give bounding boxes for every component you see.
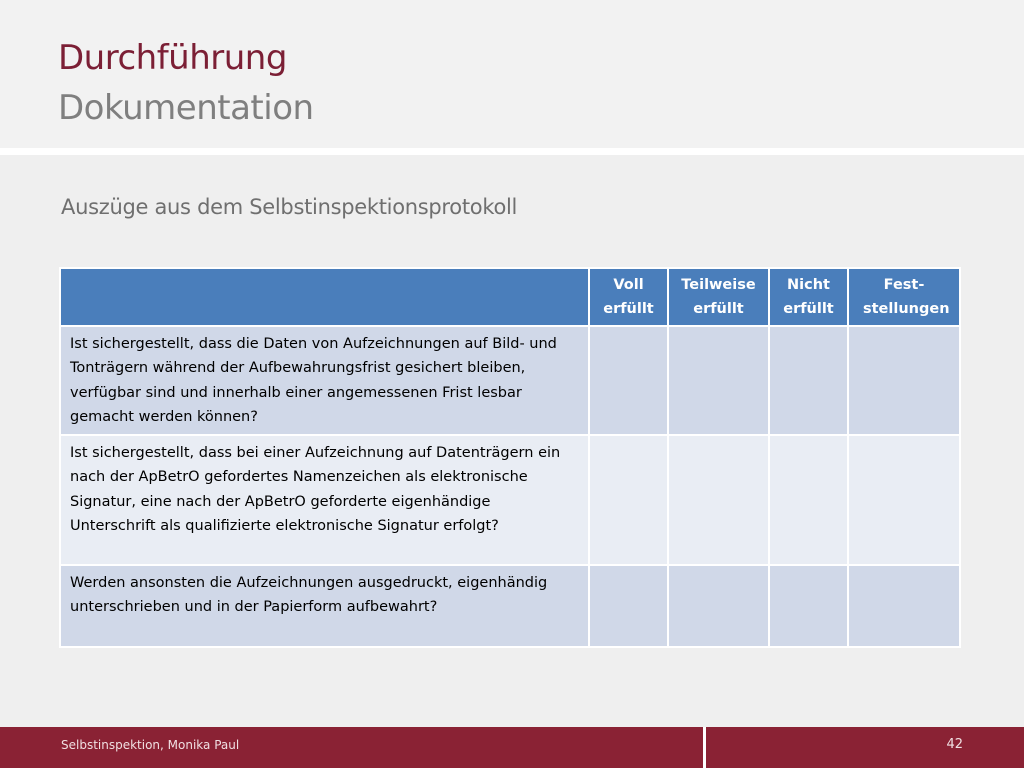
answer-cell-feststellungen[interactable] [848,326,960,435]
answer-cell-teilweise[interactable] [668,565,769,647]
slide-subtitle: Dokumentation [58,88,314,128]
answer-cell-voll[interactable] [589,565,668,647]
footer-divider [703,727,706,768]
answer-cell-feststellungen[interactable] [848,565,960,647]
footer-author: Selbstinspektion, Monika Paul [61,738,240,752]
answer-cell-voll[interactable] [589,435,668,565]
answer-cell-teilweise[interactable] [668,326,769,435]
header-divider [0,148,1024,155]
answer-cell-teilweise[interactable] [668,435,769,565]
question-cell: Werden ansonsten die Aufzeichnungen ausgedruckt, eigenhändig unterschrieben und in der Papierform aufbewahrt? [60,565,589,647]
content-heading: Auszüge aus dem Selbstinspektionsprotokoll [61,195,518,219]
answer-cell-nicht[interactable] [769,326,848,435]
table-row [60,435,960,565]
answer-cell-nicht[interactable] [769,565,848,647]
table-row [60,326,960,435]
question-cell: Ist sichergestellt, dass bei einer Aufzeichnung auf Datenträgern ein nach der ApBetrO gefordertes Namenzeichen als elektronische Signatur, eine nach der ApBetrO geforderte eigenhändige Unterschrift als qualifizierte elektronische Signatur erfolgt? [60,435,589,565]
inspection-table [59,267,961,648]
header-nicht-erfuellt: Nicht erfüllt [769,268,848,326]
table-header-row [60,268,960,326]
question-cell: Ist sichergestellt, dass die Daten von Aufzeichnungen auf Bild- und Tonträgern während der Aufbewahrungsfrist gesichert bleiben, verfügbar sind und innerhalb einer angemessenen Frist lesbar gemacht werden können? [60,326,589,435]
answer-cell-voll[interactable] [589,326,668,435]
header-question-cell [60,268,589,326]
header-teilweise-erfuellt: Teilweise erfüllt [668,268,769,326]
answer-cell-nicht[interactable] [769,435,848,565]
table-row [60,565,960,647]
page-number: 42 [946,737,963,752]
answer-cell-feststellungen[interactable] [848,435,960,565]
header-feststellungen: Fest- stellungen [848,268,960,326]
header-voll-erfuellt: Voll erfüllt [589,268,668,326]
slide-title: Durchführung [58,38,287,78]
